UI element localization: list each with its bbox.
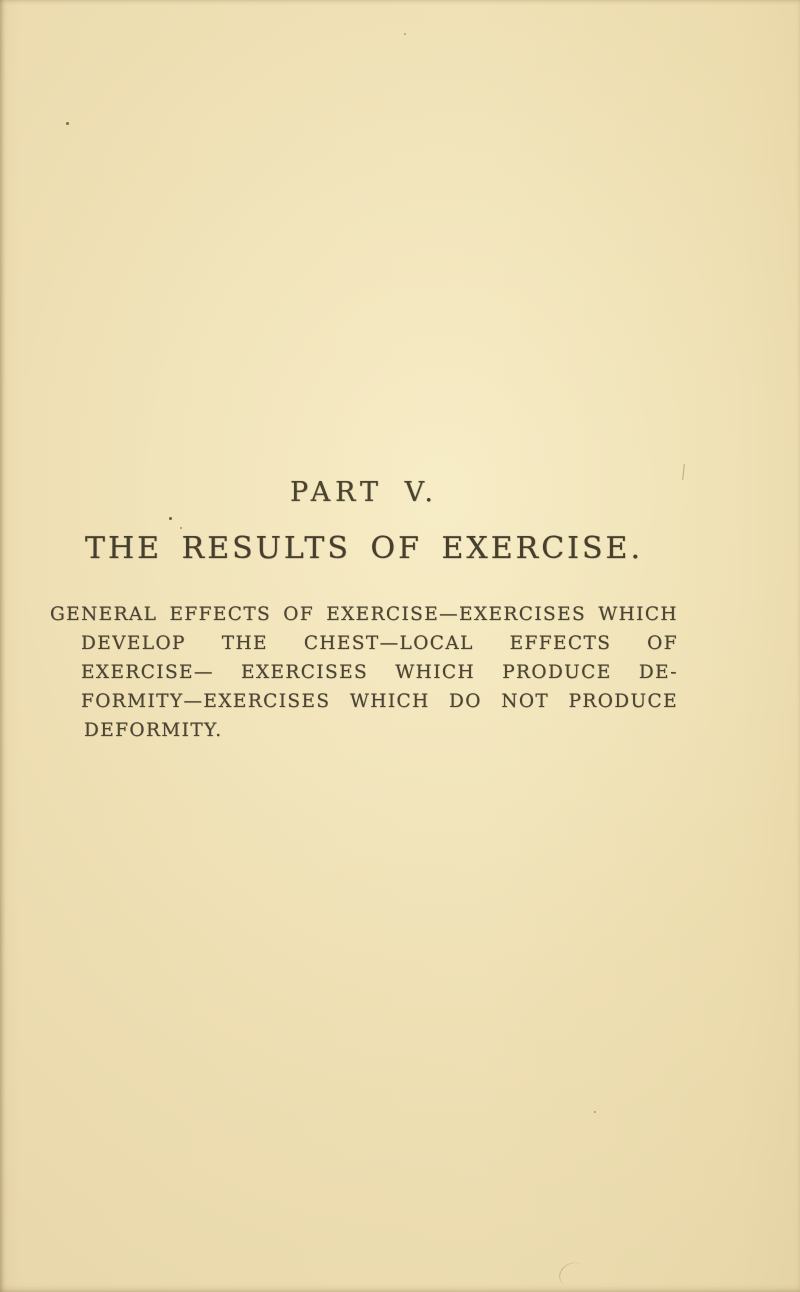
word: EFFECTS: [169, 604, 272, 625]
summary-line-1: [50, 600, 678, 629]
paper-speck: [404, 33, 406, 35]
chapter-summary: [50, 600, 678, 745]
scratch-mark: [682, 464, 685, 480]
word: DO: [449, 691, 482, 712]
word: WHICH: [598, 604, 678, 625]
word: DE-: [638, 662, 678, 683]
part-heading: PART V.: [290, 477, 438, 508]
paper-speck: [180, 527, 182, 529]
word: FORMITY—EXERCISES: [81, 691, 331, 712]
word: DEVELOP: [81, 633, 186, 654]
chapter-title: THE RESULTS OF EXERCISE.: [85, 531, 643, 566]
summary-line-5: DEFORMITY.: [84, 720, 223, 741]
word: WHICH: [395, 662, 476, 683]
word: PRODUCE: [502, 662, 612, 683]
word: OF: [647, 633, 678, 654]
word: OF: [283, 604, 315, 625]
word: PRODUCE: [568, 691, 678, 712]
hair-mark: [556, 1258, 591, 1292]
summary-line-4: [81, 687, 678, 716]
summary-line-3: [81, 658, 678, 687]
word: WHICH: [349, 691, 430, 712]
word: GENERAL: [50, 604, 158, 625]
word: EXERCISES: [241, 662, 369, 683]
paper-speck: [169, 517, 172, 520]
word: THE: [221, 633, 268, 654]
word: EXERCISE—: [81, 662, 214, 683]
paper-speck: [66, 122, 69, 125]
word: EXERCISE—EXERCISES: [326, 604, 587, 625]
paper-speck: [594, 1111, 596, 1113]
word: EFFECTS: [509, 633, 612, 654]
word: NOT: [501, 691, 550, 712]
word: CHEST—LOCAL: [303, 633, 474, 654]
summary-line-2: [81, 629, 678, 658]
